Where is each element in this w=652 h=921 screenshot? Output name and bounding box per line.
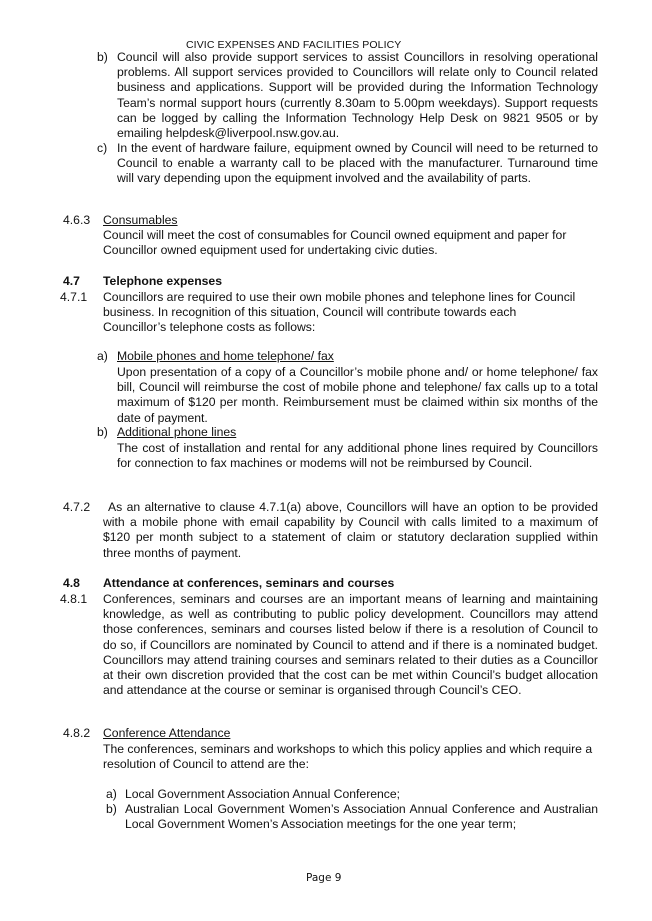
paragraph-mobile-alternative: As an alternative to clause 4.7.1(a) above, Councillors will have an option to be provided with a mobile phone with email capability by Council with calls limited to a maximum of $120 per month subject to a statement of claim or statutory declaration supplied within three months of payment.: [103, 500, 598, 560]
paragraph-consumables: Council will meet the cost of consumables for Council owned equipment and paper for Councillor owned equipment used for undertaking civic duties.: [103, 228, 567, 258]
paragraph-support-services: Council will also provide support services to assist Councillors in resolving operational problems. All support services provided to Councillors will relate only to Council related business and applications. Support will be provided during the Information Technology Team’s normal support hours (currently 8.30am to 5.00pm weekdays). Support requests can be logged by calling the Information Technology Help Desk on 9821 9505 or by emailing helpdesk@liverpool.nsw.gov.au.: [117, 50, 598, 141]
list-marker: a): [106, 787, 117, 801]
section-number: 4.8.2: [63, 726, 91, 740]
paragraph-mobile-phones: Upon presentation of a copy of a Councillor’s mobile phone and/ or home telephone/ fax bill, Council will reimburse the cost of mobile phone and telephone/ fax calls up to a total maximum of $120 per month. Reimbursement must be claimed within six months of the date of payment.: [117, 365, 598, 425]
item-title-additional-lines: Additional phone lines: [117, 425, 237, 439]
list-item: Australian Local Government Women’s Association Annual Conference and Australian Local Government Women’s Association meetings for the one year term;: [125, 802, 598, 832]
paragraph-conference-attendance: The conferences, seminars and workshops to which this policy applies and which require a resolution of Council to attend are the:: [103, 742, 593, 772]
page-number: Page 9: [306, 872, 342, 884]
section-number: 4.7: [63, 274, 80, 288]
list-marker: b): [106, 802, 117, 816]
section-title-conference-attendance: Conference Attendance: [103, 726, 231, 740]
paragraph-telephone-intro: Councillors are required to use their own mobile phones and telephone lines for Council business. In recognition of this situation, Council will contribute towards each Councillor’s telephone costs as follows:: [103, 290, 576, 335]
list-marker: a): [97, 349, 108, 363]
section-number: 4.8.1: [60, 592, 88, 606]
section-number: 4.6.3: [63, 213, 91, 227]
paragraph-conferences: Conferences, seminars and courses are an important means of learning and maintaining knowledge, as well as contributing to public policy development. Councillors may attend those conferences, seminars and courses listed below if there is a resolution of Council to do so, if Councillors are nominated by Council to attend and if there is a nominated budget. Councillors may attend training courses and seminars related to their duties as a Councillor at their own discretion provided that the cost can be met within Council’s budget allocation and attendance at the course or seminar is organised through Council’s CEO.: [103, 592, 598, 698]
section-number: 4.7.2: [63, 500, 91, 514]
list-item: Local Government Association Annual Conference;: [125, 787, 401, 801]
section-number: 4.8: [63, 576, 80, 590]
section-number: 4.7.1: [60, 290, 88, 304]
list-marker: b): [97, 425, 108, 439]
list-marker: c): [97, 141, 108, 155]
paragraph-hardware-failure: In the event of hardware failure, equipment owned by Council will need to be returned to Council to enable a warranty call to be placed with the manufacturer. Turnaround time will vary depending upon the equipment involved and the availability of parts.: [117, 141, 598, 186]
section-title-conferences: Attendance at conferences, seminars and courses: [103, 576, 395, 590]
running-header: CIVIC EXPENSES AND FACILITIES POLICY: [186, 39, 402, 51]
section-title-consumables: Consumables: [103, 213, 178, 227]
section-title-telephone: Telephone expenses: [103, 274, 222, 288]
paragraph-additional-lines: The cost of installation and rental for any additional phone lines required by Councillors for connection to fax machines or modems will not be reimbursed by Council.: [117, 441, 598, 471]
list-marker: b): [97, 50, 108, 64]
item-title-mobile-phones: Mobile phones and home telephone/ fax: [117, 349, 334, 363]
